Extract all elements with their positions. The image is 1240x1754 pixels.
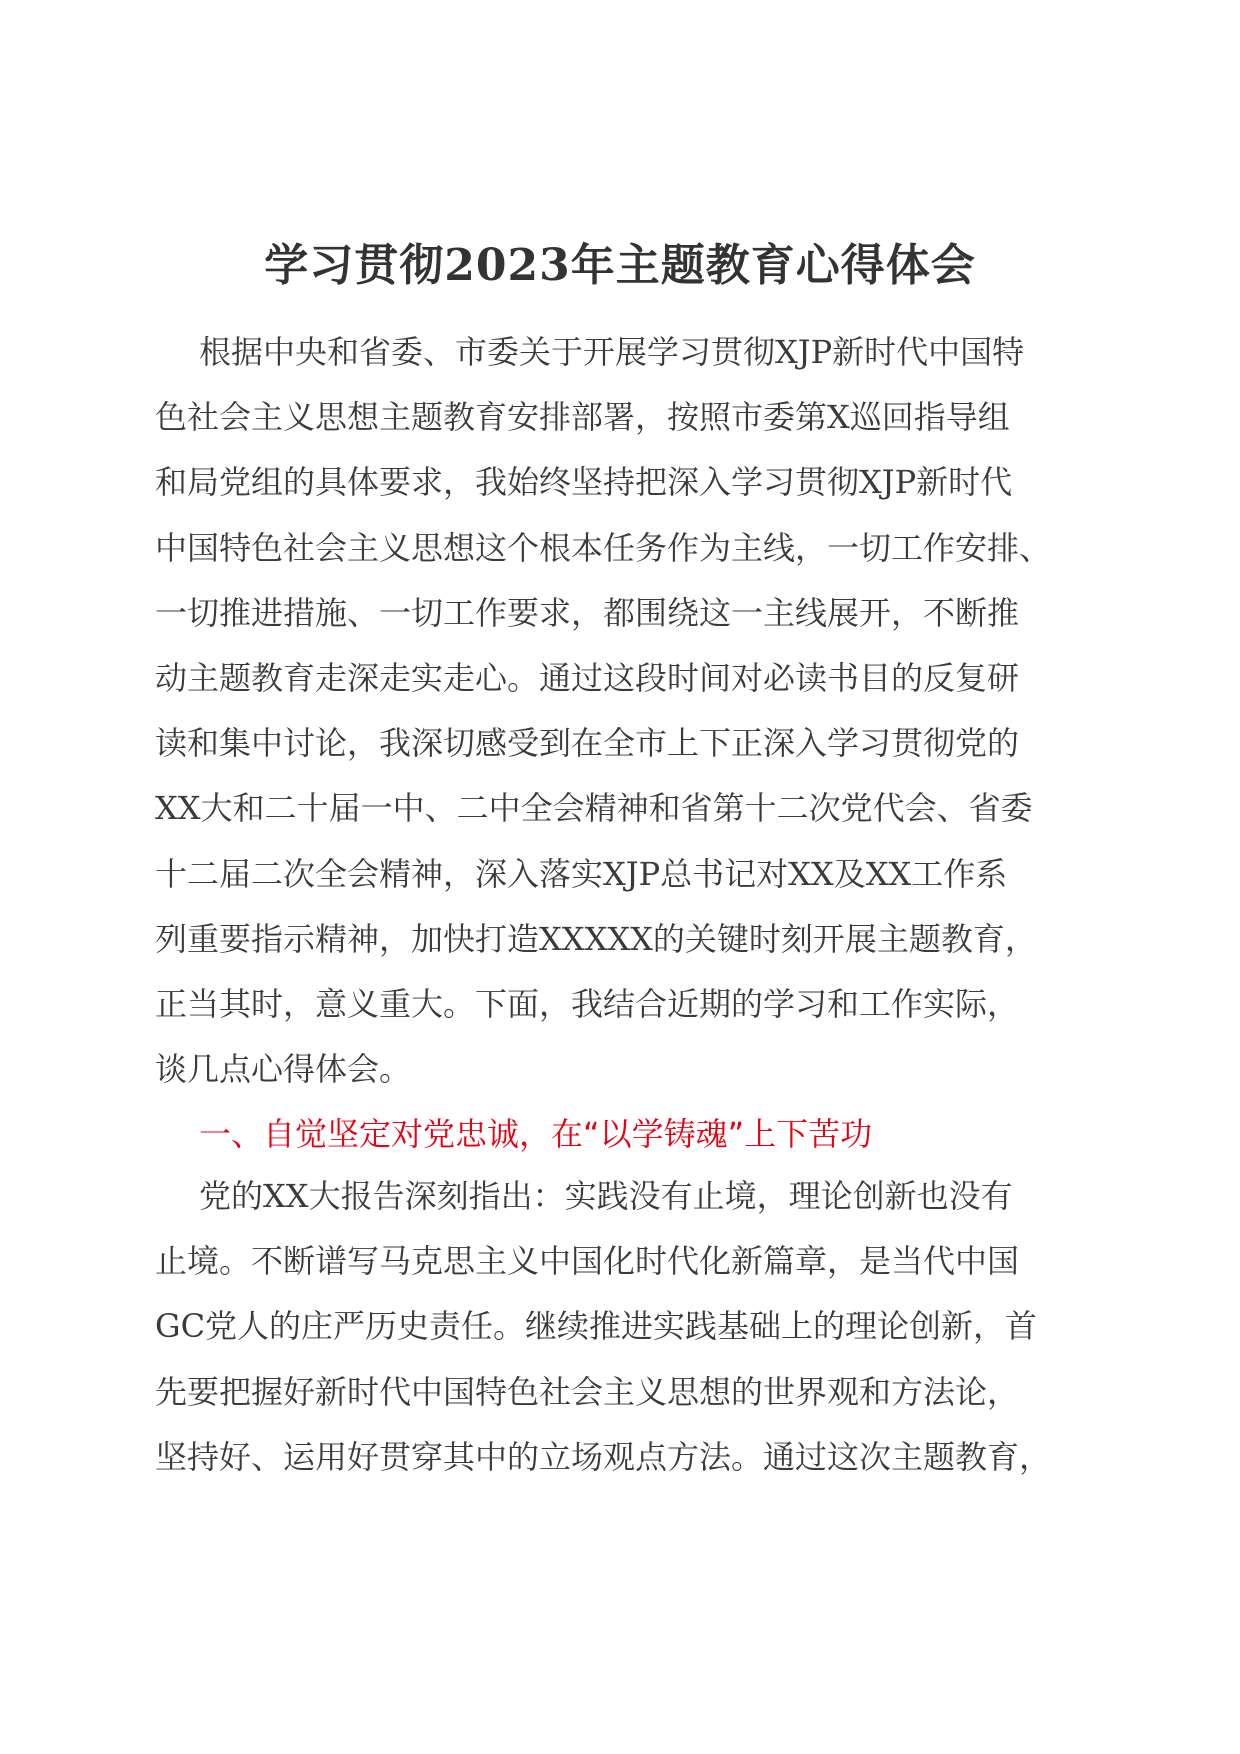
paragraph-2 xyxy=(155,1164,1085,1490)
section-heading-1 xyxy=(155,1104,1085,1164)
paragraph-2-line: 先要把握好新时代中国特色社会主义思想的世界观和方法论， xyxy=(155,1372,1020,1411)
section-heading-1-text: 一、自觉坚定对党忠诚，在“以学铸魂”上下苦功 xyxy=(199,1115,873,1153)
paragraph-1-line: 色社会主义思想主题教育安排部署，按照市委第X巡回指导组 xyxy=(155,398,1010,437)
paragraph-1-line: 十二届二次全会精神，深入落实XJP总书记对XX及XX工作系 xyxy=(155,854,1008,893)
paragraph-1-line: 根据中央和省委、市委关于开展学习贯彻XJP新时代中国特 xyxy=(199,333,1025,371)
paragraph-1-line: 动主题教育走深走实走心。通过这段时间对必读书目的反复研 xyxy=(155,658,1020,697)
paragraph-2-line: 坚持好、运用好贯穿其中的立场观点方法。通过这次主题教育， xyxy=(155,1437,1052,1476)
document-title: 学习贯彻2023年主题教育心得体会 xyxy=(264,240,976,291)
paragraph-1-line: 和局党组的具体要求，我始终坚持把深入学习贯彻XJP新时代 xyxy=(155,463,1013,502)
paragraph-1-line: 列重要指示精神，加快打造XXXXX的关键时刻开展主题教育， xyxy=(155,919,1037,958)
paragraph-1-line: 谈几点心得体会。 xyxy=(155,1050,412,1089)
paragraph-1-line: 一切推进措施、一切工作要求，都围绕这一主线展开，不断推 xyxy=(155,593,1020,632)
paragraph-1-line: XX大和二十届一中、二中全会精神和省第十二次党代会、省委 xyxy=(155,789,1033,828)
paragraph-2-line: 党的XX大报告深刻指出：实践没有止境，理论创新也没有 xyxy=(199,1177,1013,1215)
paragraph-1-line: 正当其时，意义重大。下面，我结合近期的学习和工作实际， xyxy=(155,984,1020,1023)
paragraph-1-line: 中国特色社会主义思想这个根本任务作为主线，一切工作安排、 xyxy=(155,528,1052,567)
paragraph-1 xyxy=(155,320,1085,1102)
paragraph-1-line: 读和集中讨论，我深切感受到在全市上下正深入学习贯彻党的 xyxy=(155,724,1020,763)
paragraph-2-line: 止境。不断谱写马克思主义中国化时代化新篇章，是当代中国 xyxy=(155,1242,1020,1281)
paragraph-2-line: GC党人的庄严历史责任。继续推进实践基础上的理论创新，首 xyxy=(155,1307,1038,1346)
